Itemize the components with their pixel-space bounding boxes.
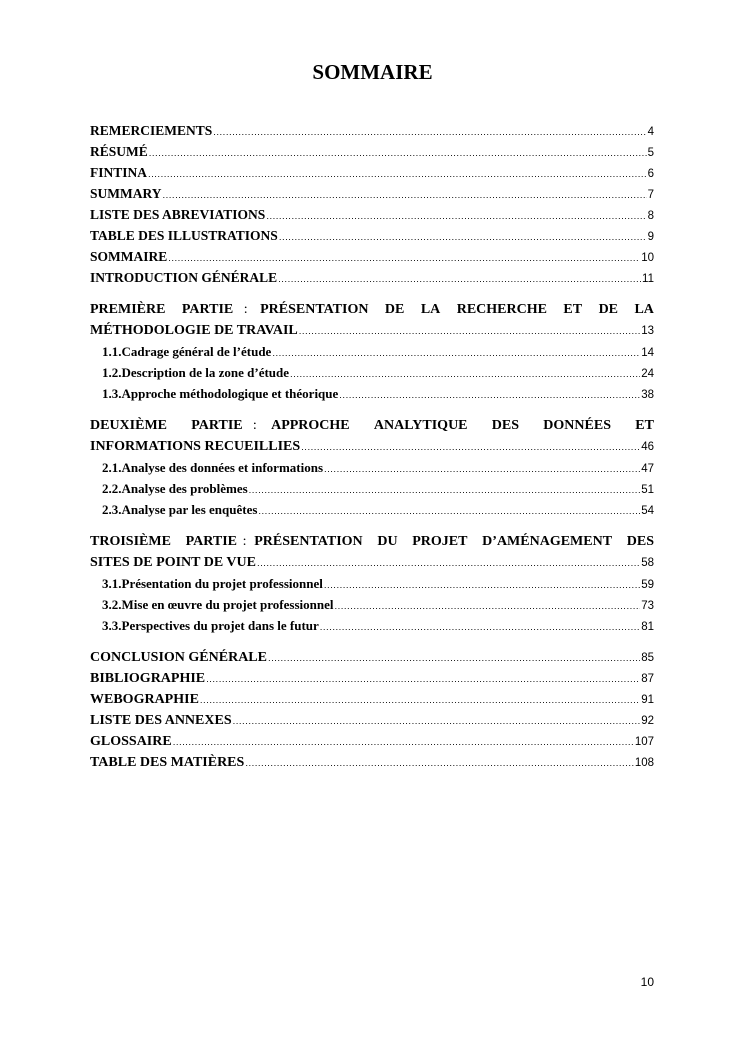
part1-word: PREMIÈRE bbox=[90, 302, 166, 317]
part1-word: DE bbox=[384, 302, 405, 317]
toc-subentry-1-1[interactable] bbox=[90, 341, 654, 362]
dot-leader bbox=[168, 248, 640, 269]
toc-page-number: 81 bbox=[641, 621, 654, 633]
toc-page-number: 9 bbox=[647, 231, 654, 243]
toc-subentry-3-1[interactable] bbox=[90, 573, 654, 594]
section-number: 2.2. bbox=[102, 481, 122, 496]
toc-page-number: 51 bbox=[641, 484, 654, 496]
toc-entry-label: Cadrage général de l’étude bbox=[121, 344, 272, 359]
toc-entry-resume[interactable] bbox=[90, 141, 654, 162]
toc-page-number: 47 bbox=[641, 463, 654, 475]
toc-entry-label: Mise en œuvre du projet professionnel bbox=[121, 597, 334, 612]
dot-leader bbox=[249, 480, 641, 501]
section-number: 3.3. bbox=[102, 618, 122, 633]
dot-leader bbox=[266, 206, 646, 227]
toc-page-number: 54 bbox=[641, 505, 654, 517]
dot-leader bbox=[268, 648, 640, 669]
toc-entry-label: MÉTHODOLOGIE DE TRAVAIL bbox=[90, 323, 298, 338]
toc-part2-heading[interactable] bbox=[90, 415, 654, 436]
toc-page-number: 58 bbox=[641, 557, 654, 569]
toc-entry-introduction[interactable] bbox=[90, 267, 654, 288]
toc-part1-heading-cont[interactable] bbox=[90, 320, 654, 341]
dot-leader bbox=[324, 459, 640, 480]
dot-leader bbox=[278, 269, 641, 290]
part3-word: DU bbox=[377, 534, 398, 549]
toc-page-number: 8 bbox=[647, 210, 654, 222]
part2-word: DES bbox=[491, 418, 520, 433]
dot-leader bbox=[245, 753, 634, 774]
page-title: SOMMAIRE bbox=[312, 60, 433, 84]
toc-entry-label: FINTINA bbox=[90, 165, 148, 180]
toc-subentry-1-3[interactable] bbox=[90, 383, 654, 404]
toc-entry-annexes[interactable] bbox=[90, 710, 654, 731]
toc-entry-label: Analyse des données et informations bbox=[121, 460, 324, 475]
section-number: 3.1. bbox=[102, 576, 122, 591]
toc-entry-remerciements[interactable] bbox=[90, 120, 654, 141]
toc-entry-label: BIBLIOGRAPHIE bbox=[90, 671, 206, 686]
toc-entry-label: Analyse des problèmes bbox=[121, 481, 248, 496]
toc-page-number: 59 bbox=[641, 579, 654, 591]
part1-word: LA bbox=[634, 302, 654, 317]
toc-page-number: 85 bbox=[641, 652, 654, 664]
part1-word: RECHERCHE bbox=[456, 302, 547, 317]
toc-entry-sommaire[interactable] bbox=[90, 246, 654, 267]
part3-word: : bbox=[242, 534, 247, 549]
toc-entry-summary[interactable] bbox=[90, 183, 654, 204]
dot-leader bbox=[200, 690, 640, 711]
part2-word: : bbox=[252, 418, 257, 433]
dot-leader bbox=[334, 596, 640, 617]
part3-word: D’AMÉNAGEMENT bbox=[482, 534, 613, 549]
toc-entry-label: Perspectives du projet dans le futur bbox=[121, 618, 319, 633]
toc-entry-label: GLOSSAIRE bbox=[90, 734, 172, 749]
table-of-contents bbox=[90, 120, 654, 773]
toc-page-number: 14 bbox=[641, 347, 654, 359]
toc-entry-label: INFORMATIONS RECUEILLIES bbox=[90, 439, 301, 454]
dot-leader bbox=[279, 227, 647, 248]
toc-entry-glossaire[interactable] bbox=[90, 731, 654, 752]
toc-entry-label: TABLE DES ILLUSTRATIONS bbox=[90, 228, 278, 243]
dot-leader bbox=[173, 732, 634, 753]
toc-page-number: 7 bbox=[647, 189, 654, 201]
dot-leader bbox=[272, 343, 640, 364]
toc-entry-fintina[interactable] bbox=[90, 162, 654, 183]
toc-page-number: 87 bbox=[641, 673, 654, 685]
dot-leader bbox=[299, 321, 640, 342]
toc-entry-label: Description de la zone d’étude bbox=[121, 365, 290, 380]
toc-entry-label: Présentation du projet professionnel bbox=[121, 576, 323, 591]
dot-leader bbox=[301, 437, 640, 458]
toc-part2-heading-cont[interactable] bbox=[90, 436, 654, 457]
section-number: 2.3. bbox=[102, 502, 122, 517]
dot-leader bbox=[206, 669, 640, 690]
toc-entry-label: Approche méthodologique et théorique bbox=[121, 386, 339, 401]
toc-subentry-1-2[interactable] bbox=[90, 362, 654, 383]
part2-word: DEUXIÈME bbox=[90, 418, 168, 433]
toc-entry-label: TABLE DES MATIÈRES bbox=[90, 755, 245, 770]
footer-page-number: 10 bbox=[640, 975, 654, 989]
toc-entry-label: SUMMARY bbox=[90, 186, 162, 201]
part3-word: TROISIÈME bbox=[90, 534, 171, 549]
part1-word: PRÉSENTATION bbox=[260, 302, 369, 317]
part2-word: ANALYTIQUE bbox=[373, 418, 468, 433]
toc-subentry-2-3[interactable] bbox=[90, 499, 654, 520]
section-number: 1.3. bbox=[102, 386, 122, 401]
toc-entry-label: CONCLUSION GÉNÉRALE bbox=[90, 650, 267, 665]
toc-part3-heading-cont[interactable] bbox=[90, 552, 654, 573]
dot-leader bbox=[324, 575, 640, 596]
toc-page-number: 6 bbox=[647, 168, 654, 180]
dot-leader bbox=[213, 122, 646, 143]
toc-page-number: 46 bbox=[641, 441, 654, 453]
toc-page-number: 10 bbox=[641, 252, 654, 264]
toc-entry-abreviations[interactable] bbox=[90, 204, 654, 225]
section-number: 1.2. bbox=[102, 365, 122, 380]
toc-entry-label: SOMMAIRE bbox=[90, 249, 168, 264]
toc-entry-label: LISTE DES ABREVIATIONS bbox=[90, 207, 266, 222]
part1-word: ET bbox=[563, 302, 583, 317]
part3-word: DES bbox=[626, 534, 654, 549]
section-number: 2.1. bbox=[102, 460, 122, 475]
part1-word: LA bbox=[420, 302, 441, 317]
toc-entry-illustrations[interactable] bbox=[90, 225, 654, 246]
toc-subentry-2-1[interactable] bbox=[90, 457, 654, 478]
dot-leader bbox=[149, 143, 647, 164]
toc-entry-bibliographie[interactable] bbox=[90, 668, 654, 689]
toc-page-number: 5 bbox=[647, 147, 654, 159]
part1-word: PARTIE bbox=[181, 302, 234, 317]
part3-word: PROJET bbox=[412, 534, 468, 549]
toc-subentry-3-2[interactable] bbox=[90, 594, 654, 615]
part3-word: PRÉSENTATION bbox=[254, 534, 363, 549]
toc-page-number: 92 bbox=[641, 715, 654, 727]
part2-word: PARTIE bbox=[191, 418, 243, 433]
toc-page-number: 108 bbox=[634, 757, 654, 769]
toc-subentry-3-3[interactable] bbox=[90, 615, 654, 636]
toc-subentry-2-2[interactable] bbox=[90, 478, 654, 499]
toc-entry-conclusion[interactable] bbox=[90, 647, 654, 668]
toc-page-number: 73 bbox=[641, 600, 654, 612]
dot-leader bbox=[148, 164, 647, 185]
dot-leader bbox=[163, 185, 647, 206]
toc-page-number: 107 bbox=[634, 736, 654, 748]
dot-leader bbox=[290, 364, 640, 385]
toc-entry-webographie[interactable] bbox=[90, 689, 654, 710]
part1-word: DE bbox=[598, 302, 619, 317]
dot-leader bbox=[258, 501, 640, 522]
dot-leader bbox=[320, 617, 640, 638]
toc-part3-heading[interactable] bbox=[90, 531, 654, 552]
dot-leader bbox=[257, 553, 640, 574]
toc-part1-heading[interactable] bbox=[90, 299, 654, 320]
toc-entry-label: LISTE DES ANNEXES bbox=[90, 713, 232, 728]
toc-page-number: 13 bbox=[641, 325, 654, 337]
toc-entry-table-des-matieres[interactable] bbox=[90, 752, 654, 773]
toc-entry-label: REMERCIEMENTS bbox=[90, 123, 213, 138]
toc-entry-label: INTRODUCTION GÉNÉRALE bbox=[90, 270, 278, 285]
toc-page-number: 11 bbox=[642, 273, 654, 285]
toc-page-number: 38 bbox=[641, 389, 654, 401]
part2-word: DONNÉES bbox=[543, 418, 611, 433]
toc-page-number: 24 bbox=[641, 368, 654, 380]
part3-word: PARTIE bbox=[185, 534, 237, 549]
toc-entry-label: Analyse par les enquêtes bbox=[121, 502, 258, 517]
toc-entry-label: RÉSUMÉ bbox=[90, 144, 148, 159]
part2-word: APPROCHE bbox=[271, 418, 350, 433]
part2-word: ET bbox=[635, 418, 654, 433]
part1-word: : bbox=[243, 302, 248, 317]
toc-page-number: 91 bbox=[641, 694, 654, 706]
dot-leader bbox=[339, 385, 640, 406]
toc-entry-label: WEBOGRAPHIE bbox=[90, 692, 199, 707]
section-number: 3.2. bbox=[102, 597, 122, 612]
toc-page-number: 4 bbox=[647, 126, 654, 138]
dot-leader bbox=[233, 711, 641, 732]
toc-entry-label: SITES DE POINT DE VUE bbox=[90, 555, 256, 570]
section-number: 1.1. bbox=[102, 344, 122, 359]
